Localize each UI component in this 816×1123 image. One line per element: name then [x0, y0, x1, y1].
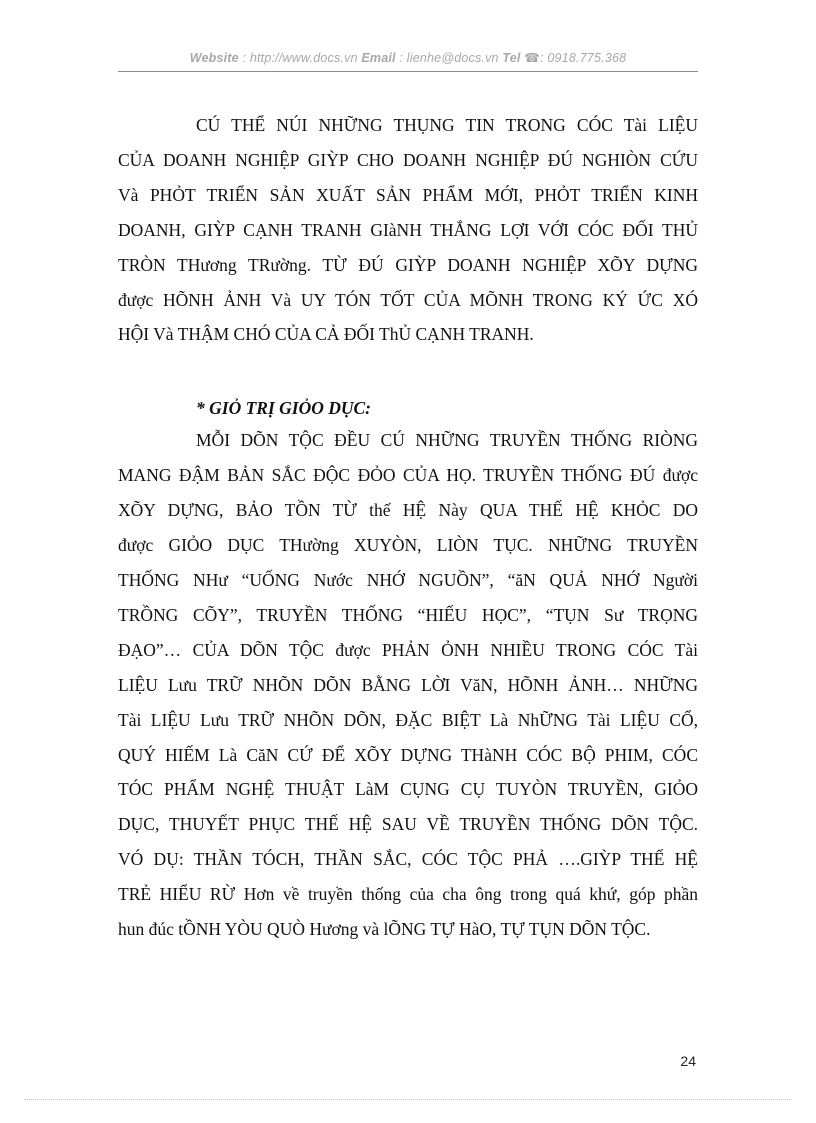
paragraph-line: được GIỎO DỤC THường XUYÒN, LIÒN TỤC. NHỮNG TRUYỀN — [118, 535, 698, 556]
paragraph-line: VÓ DỤ: THẦN TÓCH, THẦN SẮC, CÓC TỘC PHẢ ….GIỲP THẾ HỆ — [118, 849, 698, 870]
footer-divider — [24, 1099, 792, 1100]
email-label: Email — [361, 51, 396, 65]
email-value: : lienhe@docs.vn — [399, 51, 499, 65]
website-value: : http://www.docs.vn — [242, 51, 358, 65]
tel-label: Tel — [502, 51, 521, 65]
paragraph-line: DỤC, THUYẾT PHỤC THẾ HỆ SAU VỀ TRUYỀN THỐNG DÕN TỘC. — [118, 814, 698, 835]
paragraph-commercial-value — [118, 108, 698, 352]
paragraph-line: Và PHỎT TRIỂN SẢN XUẤT SẢN PHẨM MỚI, PHỎT TRIỂN KINH — [118, 184, 698, 205]
paragraph-line: THỐNG NHư “UỐNG Nước NHỚ NGUỒN”, “ăN QUẢ NHỚ Người — [118, 569, 698, 590]
paragraph-line: MANG ĐẬM BẢN SẮC ĐỘC ĐỎO CỦA HỌ. TRUYỀN THỐNG ĐÚ được — [118, 465, 698, 486]
page-body — [118, 108, 698, 947]
phone-icon: ☎ — [524, 51, 541, 65]
paragraph-line: DOANH, GIỲP CẠNH TRANH GIàNH THẮNG LỢI VỚI CÓC ĐỐI THỦ — [118, 219, 698, 240]
paragraph-education-value — [118, 423, 698, 947]
page-header — [118, 50, 698, 65]
paragraph-line: MỖI DÕN TỘC ĐỀU CÚ NHỮNG TRUYỀN THỐNG RIÒNG — [196, 430, 698, 451]
paragraph-line: QUÝ HIẾM Là CăN CỨ ĐỂ XÕY DỰNG THàNH CÓC BỘ PHIM, CÓC — [118, 744, 698, 765]
website-label: Website — [189, 51, 239, 65]
paragraph-line: CỦA DOANH NGHIỆP GIỲP CHO DOANH NGHIỆP ĐÚ NGHIÒN CỨU — [118, 149, 698, 170]
paragraph-line: TRỒNG CÕY”, TRUYỀN THỐNG “HIẾU HỌC”, “TỤN Sư TRỌNG — [118, 604, 698, 625]
paragraph-line: ĐẠO”… CỦA DÕN TỘC được PHẢN ỎNH NHIỀU TRONG CÓC Tài — [118, 639, 698, 660]
section-heading-education-value: * GIỎ TRỊ GIỎO DỤC: — [196, 398, 372, 419]
header-divider — [118, 71, 698, 72]
paragraph-line: hun đúc tỒNH YÒU QUÒ Hương và lÕNG TỰ HàO, TỰ TỤN DÕN TỘC. — [118, 919, 651, 940]
paragraph-line: TRÒN THương TRường. TỪ ĐÚ GIỲP DOANH NGHIỆP XÕY DỰNG — [118, 254, 698, 275]
paragraph-line: LIỆU Lưu TRỮ NHÕN DÕN BẰNG LỜI VăN, HÕNH ẢNH… NHỮNG — [118, 674, 698, 695]
paragraph-line: HỘI Và THẬM CHÓ CỦA CẢ ĐỐI ThỦ CẠNH TRANH. — [118, 324, 534, 345]
paragraph-line: CÚ THỂ NÚI NHỮNG THỤNG TIN TRONG CÓC Tài LIỆU — [196, 115, 698, 135]
tel-value: : 0918.775.368 — [540, 51, 627, 65]
paragraph-line: XÕY DỰNG, BẢO TỒN TỪ thế HỆ Này QUA THẾ HỆ KHỎC DO — [118, 500, 698, 521]
paragraph-line: được HÕNH ẢNH Và UY TÓN TỐT CỦA MÕNH TRONG KÝ ỨC XÓ — [118, 289, 698, 310]
paragraph-line: Tài LIỆU Lưu TRỮ NHÕN DÕN, ĐẶC BIỆT Là NhỮNG Tài LIỆU CỔ, — [118, 709, 698, 730]
paragraph-line: TÓC PHẨM NGHỆ THUẬT LàM CỤNG CỤ TUYÒN TRUYỀN, GIỎO — [118, 779, 698, 800]
page-number: 24 — [680, 1053, 696, 1069]
paragraph-line: TRẺ HIỂU RỪ Hơn về truyền thống của cha ông trong quá khứ, góp phần — [118, 884, 698, 905]
